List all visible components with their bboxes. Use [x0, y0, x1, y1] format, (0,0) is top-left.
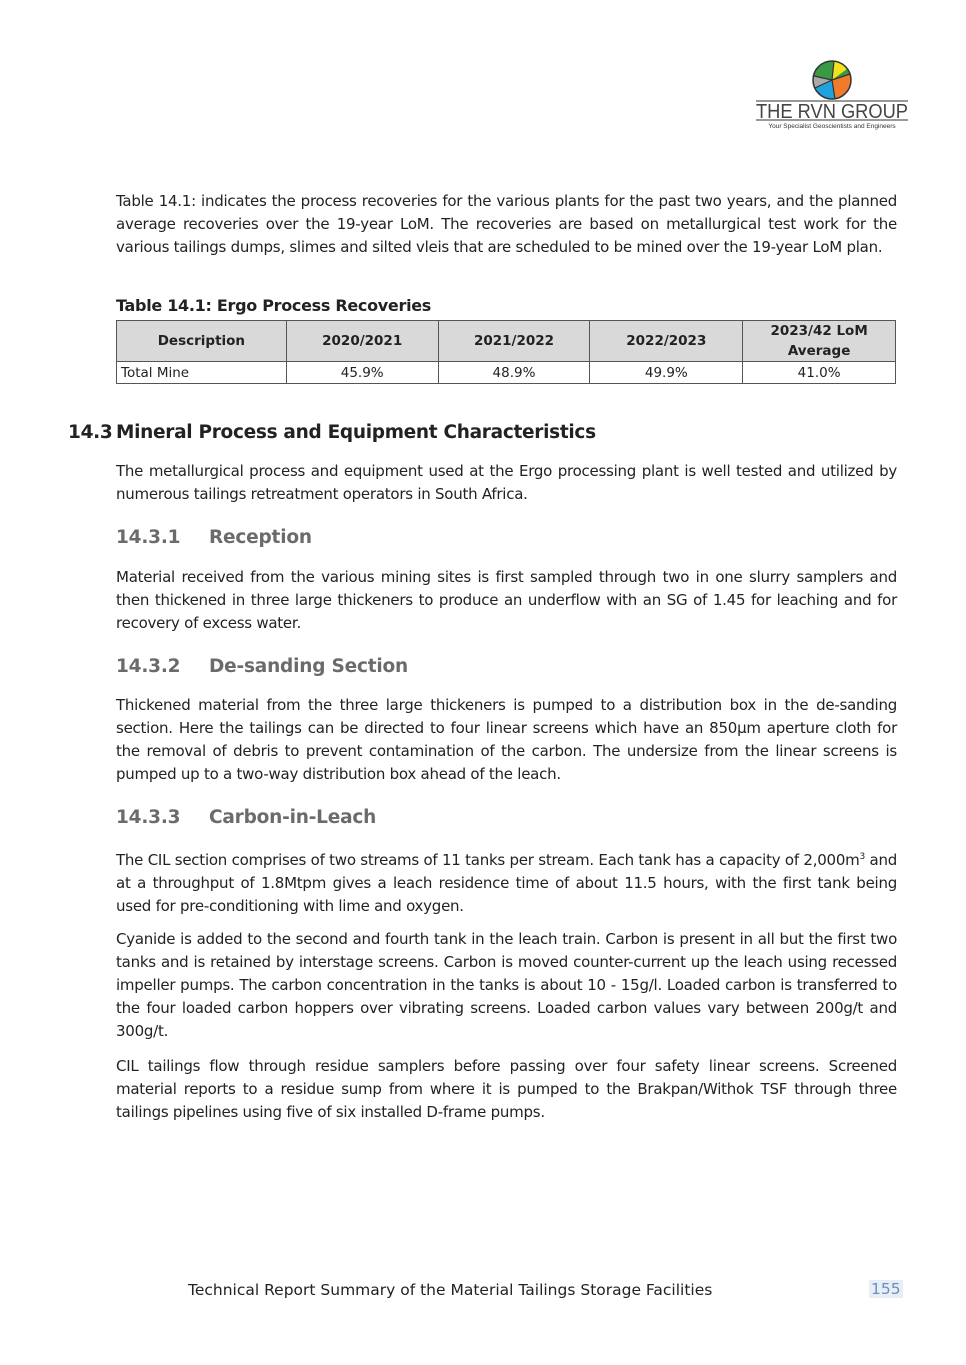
page-number: 155 — [871, 1280, 901, 1298]
subsection-heading — [116, 807, 376, 828]
subsection-title: Reception — [209, 527, 312, 548]
footer-text: Technical Report Summary of the Material Tailings Storage Facilities — [188, 1281, 713, 1299]
cil-paragraph-1 — [116, 846, 897, 918]
table-header-row — [117, 321, 896, 362]
text-run: The CIL section comprises of two streams of 11 tanks per stream. Each tank has a capacity of 2,000m — [116, 851, 860, 869]
cil-paragraph-2: Cyanide is added to the second and fourth tank in the leach train. Carbon is present in all but the first two tanks and is retained by interstage screens. Carbon is moved counter-current up the leach using recessed impeller pumps. The carbon concentration in the tanks is about 10 - 15g/l. Loaded carbon is transferred to the four loaded carbon hoppers over vibrating screens. Loaded carbon values vary between 200g/t and 300g/t. — [116, 930, 897, 1040]
text-run: and at a throughput of 1.8Mtpm gives a leach residence time of about 11.5 hours, with the first tank being used for pre-conditioning with lime and oxygen. — [116, 851, 897, 915]
table-caption: Table 14.1: Ergo Process Recoveries — [116, 296, 432, 315]
table-cell: 49.9% — [590, 362, 743, 384]
table-cell: 41.0% — [743, 362, 896, 384]
table-cell: 45.9% — [286, 362, 438, 384]
subsection-heading — [116, 656, 408, 677]
section-title: Mineral Process and Equipment Characteristics — [116, 422, 596, 443]
cil-paragraph-3: CIL tailings flow through residue samplers before passing over four safety linear screens. Screened material reports to a residue sump from where it is pumped to the Brakpan/Withok TSF through three tailings pipelines using five of six installed D-frame pumps. — [116, 1057, 897, 1121]
subsection-number: 14.3.3 — [116, 807, 181, 828]
recoveries-table — [116, 320, 896, 384]
table-cell: Total Mine — [117, 362, 287, 384]
subsection-title: Carbon-in-Leach — [209, 807, 377, 828]
subsection-number: 14.3.1 — [116, 527, 181, 548]
table-header: 2020/2021 — [286, 321, 438, 362]
intro-paragraph: Table 14.1: indicates the process recoveries for the various plants for the past two years, and the planned average recoveries over the 19-year LoM. The recoveries are based on metallurgical test work for the various tailings dumps, slimes and silted vleis that are scheduled to be mined over the 19-year LoM plan. — [116, 192, 897, 256]
table-header: 2021/2022 — [438, 321, 590, 362]
table-header: 2022/2023 — [590, 321, 743, 362]
section-heading — [68, 422, 596, 443]
section-number: 14.3 — [68, 422, 113, 443]
table-header: Description — [117, 321, 287, 362]
reception-paragraph: Material received from the various mining sites is first sampled through two in one slurry samplers and then thickened in three large thickeners to produce an underflow with an SG of 1.45 for leaching and for recovery of excess water. — [116, 568, 897, 632]
svg-text:THE RVN GROUP: THE RVN GROUP — [756, 101, 908, 123]
svg-text:Your Specialist Geoscientists: Your Specialist Geoscientists and Engineers — [768, 123, 896, 130]
section-paragraph: The metallurgical process and equipment used at the Ergo processing plant is well tested and utilized by numerous tailings retreatment operators in South Africa. — [116, 462, 897, 503]
table-row — [117, 362, 896, 384]
superscript: 3 — [859, 852, 865, 862]
subsection-title: De-sanding Section — [209, 656, 408, 677]
desanding-paragraph: Thickened material from the three large thickeners is pumped to a distribution box in the de-sanding section. Here the tailings can be directed to four linear screens which have an 850µm aperture cloth for the removal of debris to prevent contamination of the carbon. The undersize from the linear screens is pumped up to a two-way distribution box ahead of the leach. — [116, 696, 897, 783]
table-cell: 48.9% — [438, 362, 590, 384]
table-header: 2023/42 LoM Average — [743, 321, 896, 362]
rvn-group-logo — [752, 58, 912, 132]
subsection-heading — [116, 527, 312, 548]
subsection-number: 14.3.2 — [116, 656, 181, 677]
